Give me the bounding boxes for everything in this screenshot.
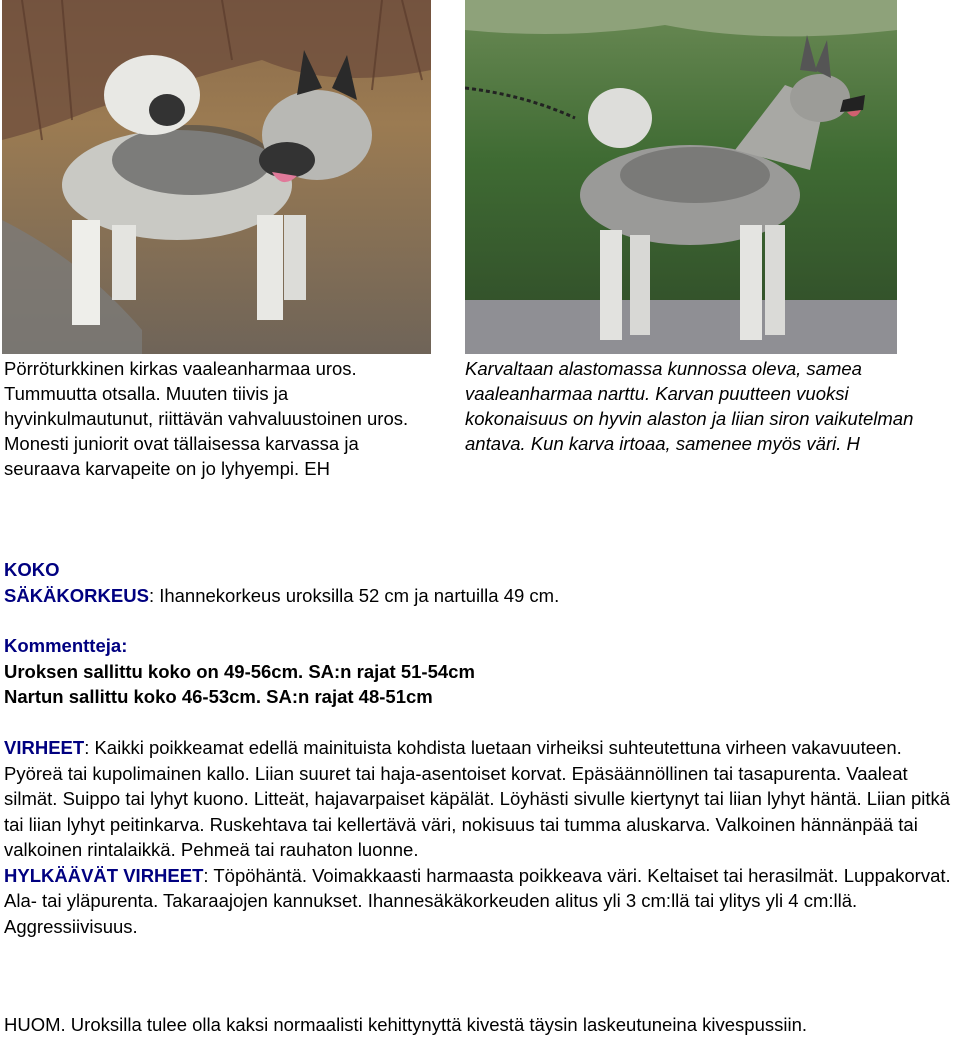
height-line: [4, 583, 944, 609]
size-section: [4, 557, 944, 608]
comment-male: Uroksen sallittu koko on 49-56cm. SA:n rajat 51-54cm: [4, 660, 475, 682]
faults-intro-text: : Kaikki poikkeamat edellä mainituista kohdista luetaan virheiksi suhteutettuna virheen vakavuuteen.: [84, 737, 902, 758]
faults-label: VIRHEET: [4, 737, 85, 758]
disq-label: HYLKÄÄVÄT VIRHEET: [4, 864, 204, 886]
comments-section: [4, 633, 944, 710]
note-line: HUOM. Uroksilla tulee olla kaksi normaalisti kehittynyttä kivestä täysin laskeutuneina kivespussiin.: [4, 1014, 808, 1035]
height-text: : Ihannekorkeus uroksilla 52 cm ja nartuilla 49 cm.: [148, 584, 560, 606]
size-heading: KOKO: [4, 559, 60, 580]
faults-intro: [4, 735, 960, 761]
caption-left: Pörröturkkinen kirkas vaaleanharmaa uros. Tummuutta otsalla. Muuten tiivis ja hyvinkulmautunut, riittävän vahvaluustoinen uros. Monesti juniorit ovat tällaisessa karvassa ja seuraava karvapeite on jo lyhyempi. EH: [4, 358, 409, 479]
height-label: SÄKÄKORKEUS: [4, 584, 149, 606]
faults-section: [4, 735, 960, 939]
comments-heading: Kommentteja:: [4, 635, 128, 656]
comment-female: Nartun sallittu koko 46-53cm. SA:n rajat 48-51cm: [4, 686, 433, 707]
photo-dog-shortcoat-female: [465, 0, 897, 354]
faults-list: Pyöreä tai kupolimainen kallo. Liian suuret tai haja-asentoiset korvat. Epäsäännöllinen tai tasapurenta. Vaaleat silmät. Suippo tai lyhyt kuono. Litteät, hajavarpaiset käpälät. Löyhästi sivulle kiertynyt tai liian lyhyt häntä. Liian pitkä tai liian lyhyt peitinkarva. Ruskehtava tai kellertävä väri, nokisuus tai tumma aluskarva. Valkoinen hännänpää tai valkoinen rintalaikkä. Pehmeä tai rauhaton luonne.: [4, 762, 951, 860]
disqualifying-faults: [4, 863, 960, 940]
photo-dog-fluffy-male: [2, 0, 431, 354]
disq-text: : Töpöhäntä. Voimakkaasti harmaasta poikkeava väri. Keltaiset tai herasilmät. Luppakorvat. Ala- tai yläpurenta. Takaraajojen kannukset. Ihannesäkäkorkeuden alitus yli 3 cm:llä tai ylitys yli 4 cm:llä. Aggressiivisuus.: [4, 864, 951, 937]
caption-right: Karvaltaan alastomassa kunnossa oleva, samea vaaleanharmaa narttu. Karvan puutteen vuoksi kokonaisuus on hyvin alaston ja liian siron vaikutelman antava. Kun karva irtoaa, samenee myös väri. H: [465, 358, 914, 454]
